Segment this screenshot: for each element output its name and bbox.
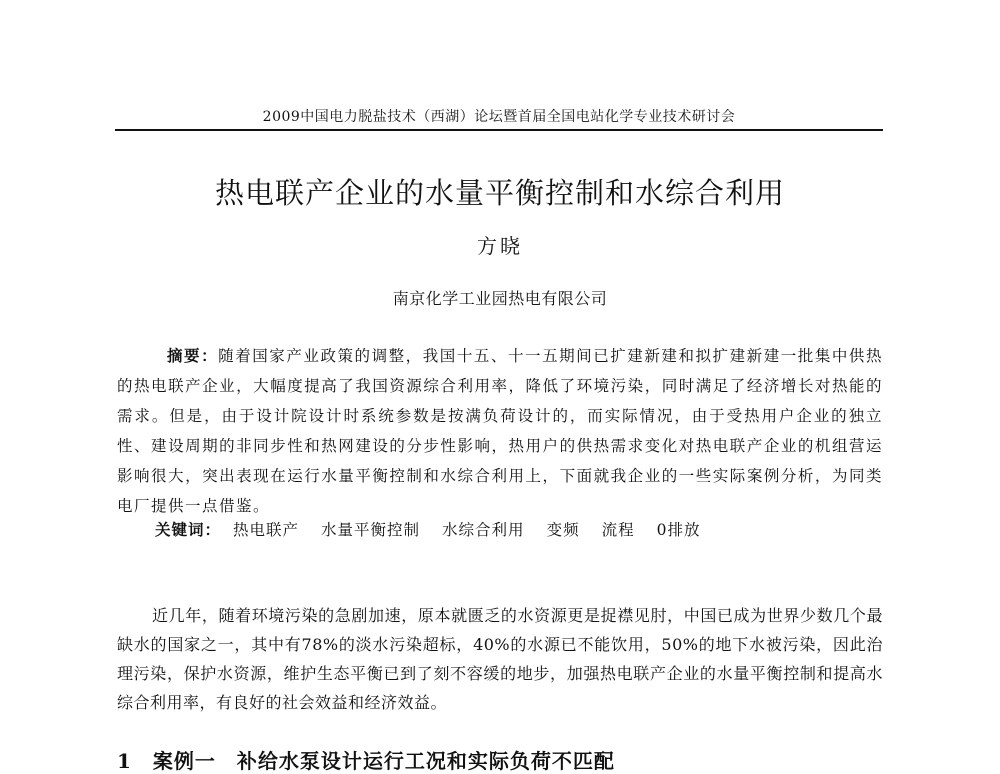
abstract-text: 随着国家产业政策的调整，我国十五、十一五期间已扩建新建和拟扩建新建一批集中供热的热电联产企业，大幅度提高了我国资源综合利用率，降低了环境污染，同时满足了经济增长对热能的需求。但是，由于设计院设计时系统参数是按满负荷设计的，而实际情况，由于受热用户企业的独立性、建设周期的非同步性和热网建设的分步性影响，热用户的供热需求变化对热电联产企业的机组营运影响很大，突出表现在运行水量平衡控制和水综合利用上，下面就我企业的一些实际案例分析，为同类电厂提供一点借鉴。 <box>117 347 883 515</box>
header-rule <box>115 129 883 131</box>
keyword: 流程 <box>601 521 635 539</box>
keywords-label: 关键词： <box>155 520 222 539</box>
abstract-paragraph <box>117 341 883 521</box>
keywords-line <box>155 515 895 545</box>
paper-title: 热电联产企业的水量平衡控制和水综合利用 <box>214 176 785 210</box>
author-name: 方晓 <box>477 234 523 258</box>
keyword: 变频 <box>546 521 580 539</box>
keyword: 水综合利用 <box>442 521 525 539</box>
abstract-label: 摘要： <box>167 346 219 365</box>
keyword: 0排放 <box>656 521 701 539</box>
conference-header: 2009中国电力脱盐技术（西湖）论坛暨首届全国电站化学专业技术研讨会 <box>262 109 736 125</box>
section-heading: 1 案例一 补给水泵设计运行工况和实际负荷不匹配 <box>117 749 615 773</box>
keyword: 热电联产 <box>233 521 300 539</box>
intro-paragraph: 近几年，随着环境污染的急剧加速，原本就匮乏的水资源更是捉襟见肘，中国已成为世界少数几个最缺水的国家之一，其中有78%的淡水污染超标，40%的水源已不能饮用，50%的地下水被污染，因此治理污染，保护水资源，维护生态平衡已到了刻不容缓的地步，加强热电联产企业的水量平衡控制和提高水综合利用率，有良好的社会效益和经济效益。 <box>117 606 883 712</box>
author-affiliation: 南京化学工业园热电有限公司 <box>392 289 608 308</box>
keyword: 水量平衡控制 <box>321 521 421 539</box>
